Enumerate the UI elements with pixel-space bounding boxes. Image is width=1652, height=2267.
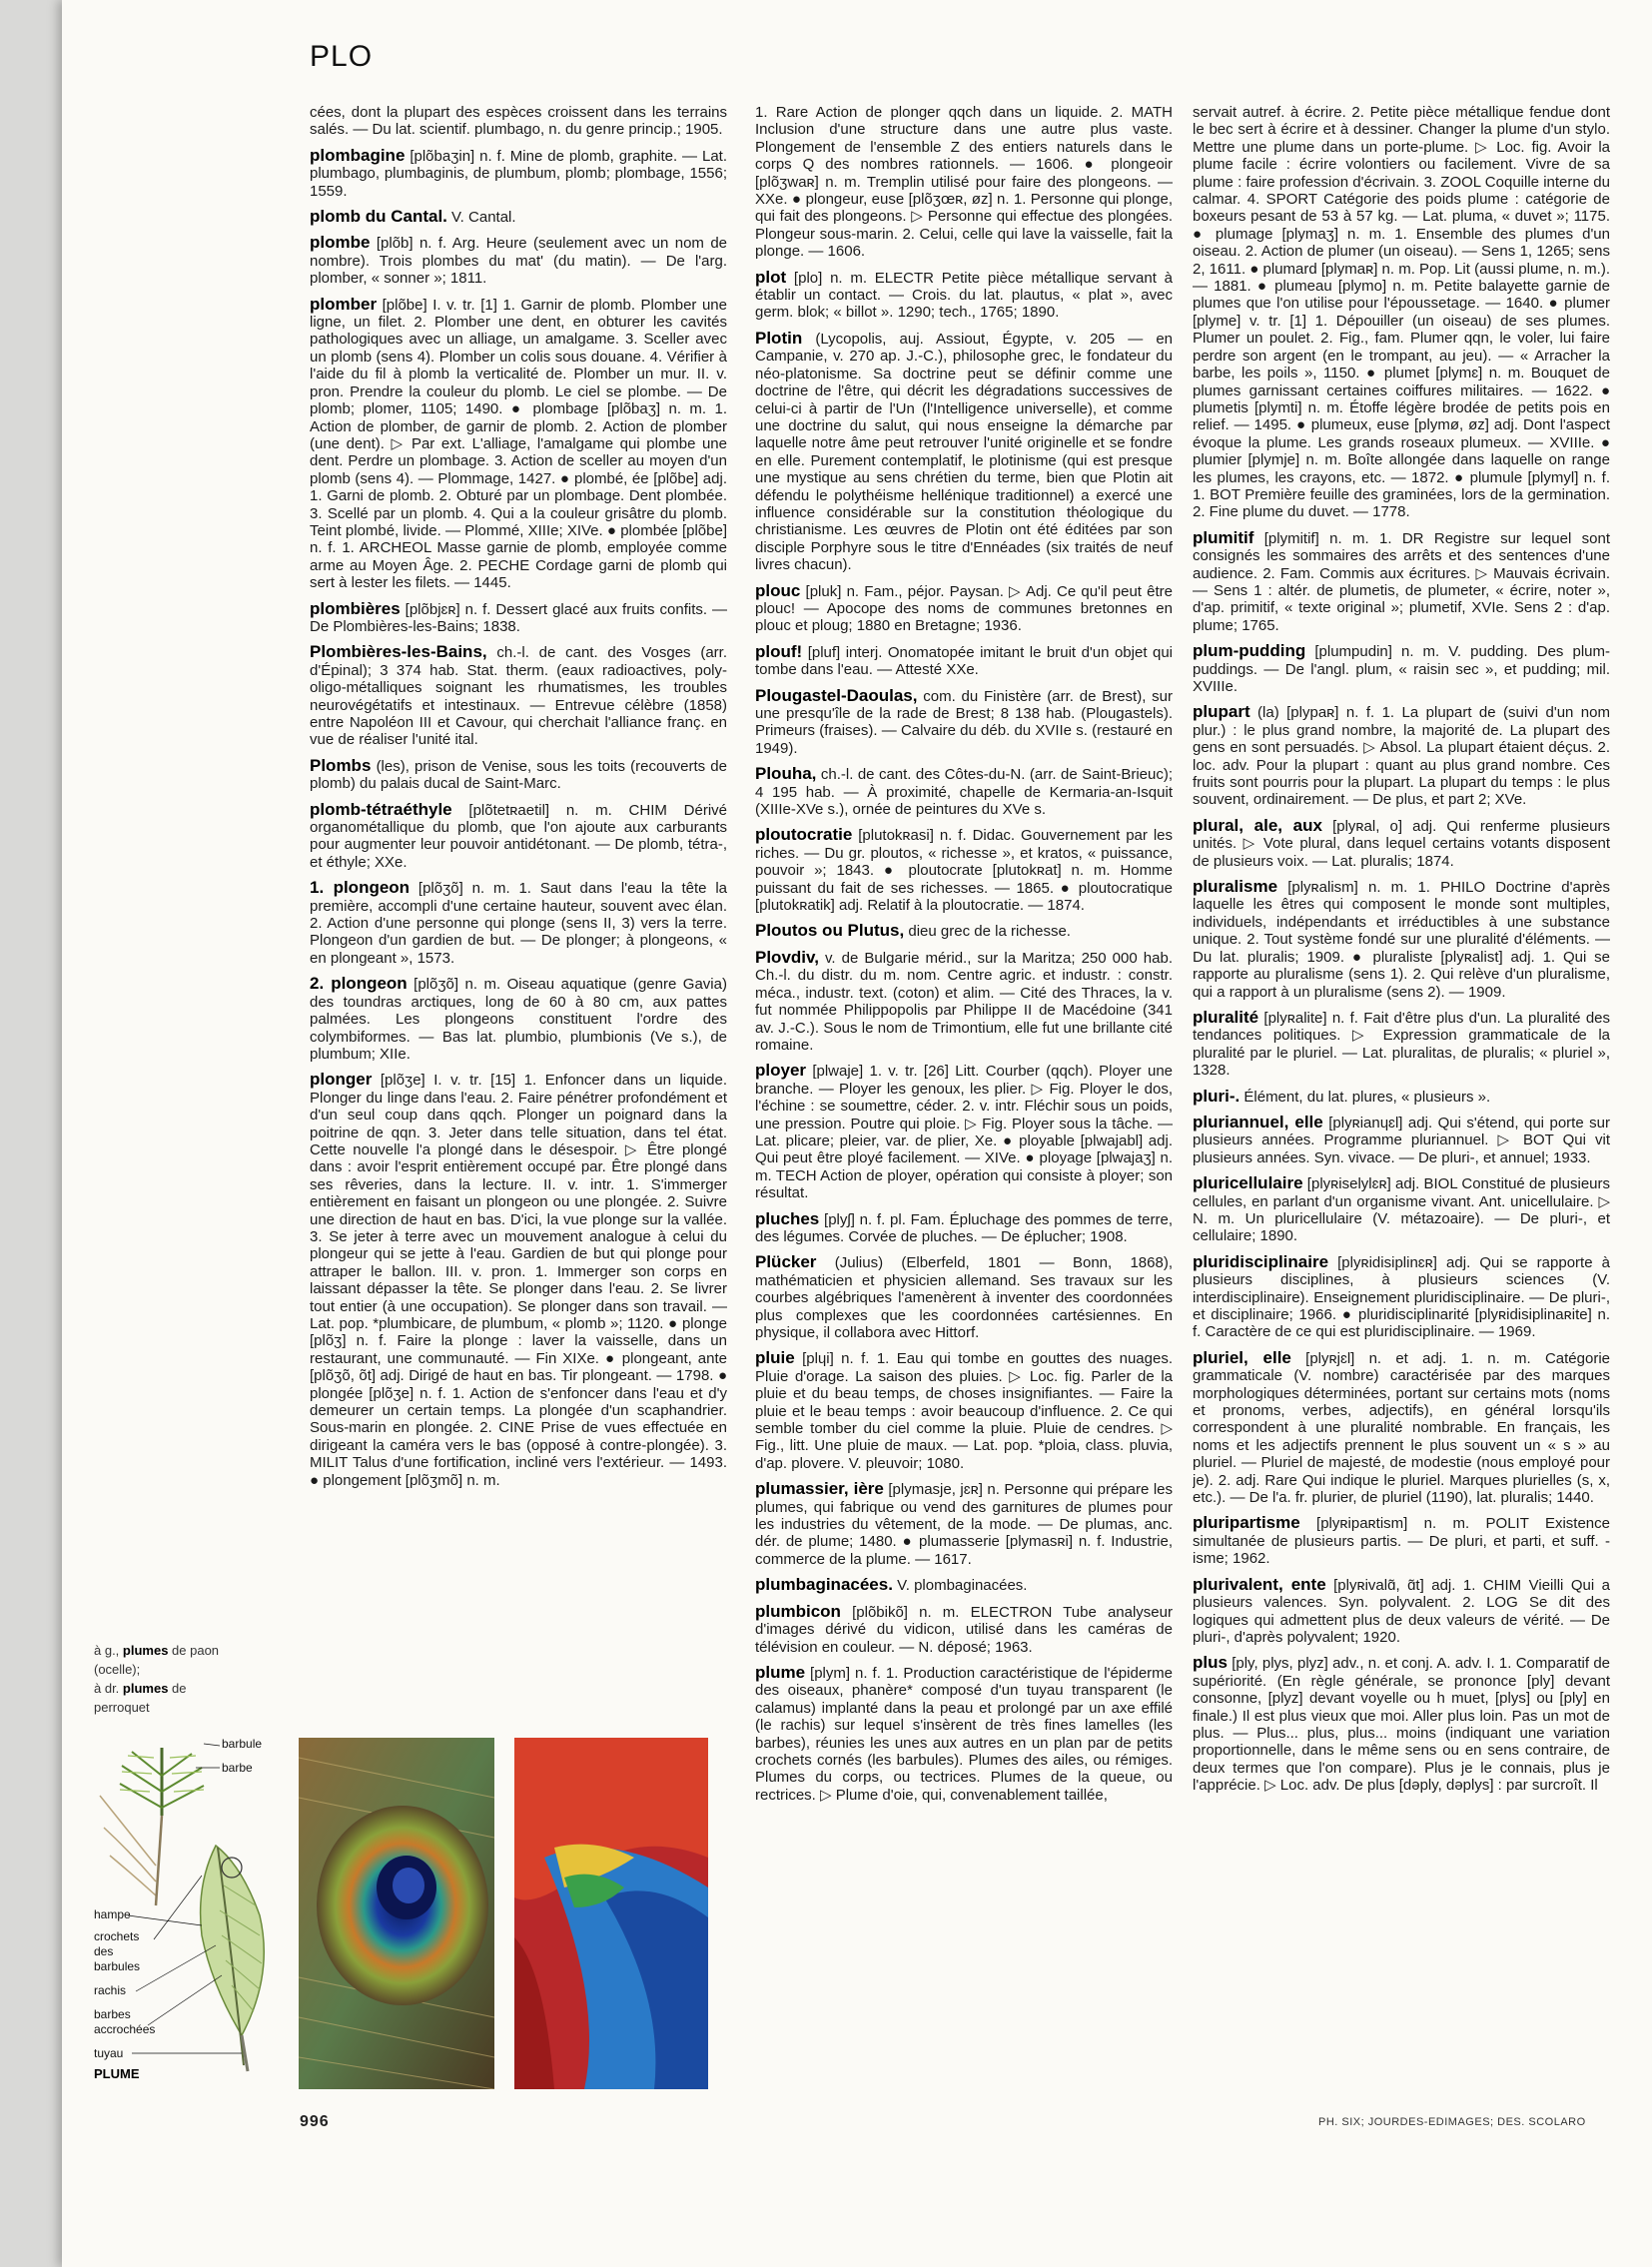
dictionary-entry [310, 975, 727, 1063]
dictionary-entry [755, 826, 1173, 914]
label-barbe: barbe [222, 1761, 253, 1775]
dictionary-entry [1193, 1114, 1610, 1166]
entry-headword: pluridisciplinaire [1193, 1251, 1329, 1271]
barbule-detail-drawing [100, 1748, 204, 1905]
entry-definition: [plyʀivalɑ̃, ɑ̃t] adj. 1. CHIM Vieilli Qui a plusieurs valences. Syn. polyvalent. 2. LOG Se dit des logiques qui admettent plus de deux valeurs de vérité. — De pluri-, d'après polyvalent; 1920. [1193, 1576, 1610, 1646]
column-2 [755, 104, 1173, 2101]
dictionary-entry [755, 922, 1173, 940]
entry-headword: pluriannuel, elle [1193, 1112, 1323, 1132]
dictionary-entry [755, 687, 1173, 758]
entry-definition: [plõʒe] I. v. tr. [15] 1. Enfoncer dans un liquide. Plonger du linge dans l'eau. 2. Faire pénétrer profondément et d'un seul coup dans qqch. Plonger un poignard dans la poitrine de qqn. 3. Jeter dans telle situation, dans tel état. Cette nouvelle l'a plongé dans le désespoir. ▷ Être plongé dans : avoir l'esprit entièrement occupé par. Être plongé dans ses rêveries, dans la lecture. II. v. intr. 1. S'immerger entièrement en faisant un plongeon ou une plongée. 2. Suivre une direction de haut en bas. D'ici, la vue plonge sur la vallée. 3. Se jeter à terre avec un mouvement analogue à celui du plongeur qui se jette à l'eau. Gardien de but qui plonge pour attraper le ballon. III. v. pron. 1. Immerger son corps en laissant dépasser la tête. Se plonger dans l'eau. 2. Se livrer tout entier (à une occupation). Se plonger dans son travail. — Lat. pop. *plumbicare, de plumbum, « plomb »; 1120. ● plonge [plõʒ] n. f. Faire la plonge : laver la vaisselle, dans un restaurant, une communauté. — Fin XIXe. ● plongeant, ante [plõʒõ, õt] adj. Dirigé de haut en bas. Tir plongeant. — 1798. ● plongée [plõʒe] n. f. 1. Action de s'enfoncer dans l'eau et d'y demeurer un certain temps. La plongée d'un scaphandrier. Sous-marin en plongée. 2. CINE Prise de vues effectuée en dirigeant la caméra vers le bas (opposé à contre-plongée). 3. MILIT Talus d'une fortification, incliné vers l'extérieur. — 1493. ● plongement [plõʒmõ] n. m. [310, 1072, 727, 1489]
feather-drawing [201, 1846, 265, 2071]
dictionary-entry [755, 269, 1173, 322]
entry-headword: plombagine [310, 145, 406, 165]
dictionary-entry [1193, 817, 1610, 870]
column-1 [310, 104, 727, 1710]
entry-definition: [pluf] interj. Onomatopée imitant le bruit d'un objet qui tombe dans l'eau. — Attesté XXe. [755, 643, 1173, 679]
entry-definition: [plõbikõ] n. m. ELECTRON Tube analyseur d'images dérivé du vidicon, utilisé dans les caméras de télévision en couleur. — N. déposé; 1963. [755, 1603, 1173, 1656]
entry-definition: [plõbjɛʀ] n. f. Dessert glacé aux fruits confits. — De Plombières-les-Bains; 1838. [310, 600, 727, 635]
entry-headword: Plotin [755, 328, 803, 348]
dictionary-page [62, 0, 1652, 2267]
entry-headword: ployer [755, 1061, 807, 1081]
entry-definition: [plyʃ] n. f. pl. Fam. Épluchage des pommes de terre, des légumes. Corvée de pluches. — De éplucher; 1908. [755, 1210, 1173, 1245]
entry-definition: v. de Bulgarie mérid., sur la Maritza; 250 000 hab. Ch.-l. du distr. du m. nom. Centre agric. et industr. : constr. méca., industr. text. (coton) et alim. — Cité des Thraces, la v. fut nommée Philippopolis par Philippe II de Macédoine (341 av. J.-C.). Sous le nom de Trimontium, elle fut une brillante cité romaine. [755, 949, 1173, 1054]
entry-headword: plurivalent, ente [1193, 1574, 1326, 1594]
label-barbules: barbules [94, 1959, 141, 1973]
entry-headword: pluralisme [1193, 877, 1278, 897]
dictionary-entry [1193, 1009, 1610, 1080]
peacock-feather-photo [299, 1738, 494, 2089]
entry-definition: cées, dont la plupart des espèces croissent dans les terrains salés. — Du lat. scientif. plumbago, n. du genre princip.; 1905. [310, 104, 727, 139]
dictionary-entry [1193, 1576, 1610, 1647]
entry-definition: [plõtetʀaetil] n. m. CHIM Dérivé organométallique du plomb, que l'on ajoute aux carburants pour augmenter leur pouvoir antidétonant. — De plomb, tétra-, et éthyle; XXe. [310, 801, 727, 871]
dictionary-entry [310, 1071, 727, 1489]
entry-headword: Plougastel-Daoulas, [755, 685, 918, 705]
entry-definition: [plyʀidisiplinɛʀ] adj. Qui se rapporte à plusieurs disciplines, à plusieurs sciences (V. interdisciplinaire). Enseignement pluridisciplinaire. — De pluri-, et disciplinaire; 1966. ● pluridisciplinarité [plyʀidisiplinaʀite] n. f. Caractère de ce qui est pluridisciplinaire. — 1969. [1193, 1253, 1610, 1341]
dictionary-entry [755, 1253, 1173, 1341]
entry-headword: 1. plongeon [310, 878, 411, 898]
entry-definition: [plõb] n. f. Arg. Heure (seulement avec un nom de nombre). Trois plombes du mat' (du matin). — De l'arg. plomber, « sonner »; 1811. [310, 235, 727, 288]
caption-term: plumes [122, 1681, 169, 1696]
label-barbes: barbes [94, 2007, 131, 2021]
entry-definition: ch.-l. de cant. des Côtes-du-N. (arr. de Saint-Brieuc); 4 195 hab. — À proximité, chapelle de Kermaria-an-Isquit (XIIIe-XVe s.), ornée de peintures du XVe s. [755, 766, 1173, 819]
dictionary-entry [1193, 1654, 1610, 1794]
dictionary-entry [310, 208, 727, 226]
dictionary-entry [755, 1062, 1173, 1201]
entry-headword: pluricellulaire [1193, 1173, 1303, 1193]
dictionary-entry [310, 147, 727, 200]
label-tuyau: tuyau [94, 2046, 124, 2060]
dictionary-entry [1193, 878, 1610, 1001]
entry-headword: pluie [755, 1348, 795, 1368]
entry-headword: pluches [755, 1208, 820, 1228]
entry-headword: plum-pudding [1193, 641, 1306, 661]
dictionary-entry [755, 1576, 1173, 1594]
dictionary-entry [755, 949, 1173, 1054]
parrot-feather-photo [514, 1738, 708, 2089]
dictionary-entry [755, 582, 1173, 635]
entry-definition: com. du Finistère (arr. de Brest), sur une presqu'île de la rade de Brest; 8 138 hab. (Plougastels). Primeurs (fraises). — Calvaire du déb. du XVIIe s. (restauré en 1949). [755, 687, 1173, 757]
entry-headword: pluripartisme [1193, 1513, 1300, 1533]
entry-definition: [plo] n. m. ELECTR Petite pièce métallique servant à établir un contact. — Crois. du lat. plautus, « plat », avec germ. blok; « billot ». 1290; tech., 1765; 1890. [755, 269, 1173, 322]
photo-credit: PH. SIX; JOURDES-EDIMAGES; DES. SCOLARO [1318, 2116, 1586, 2128]
entry-definition: [ply, plys, plyz] adv., n. et conj. A. adv. I. 1. Comparatif de supériorité. (En règle générale, se prononce [ply] devant consonne, [plyz] devant voyelle ou h muet, [plys] ou [ply] en finale.) Il est plus vieux que moi. Aller plus loin. Pas un mot de plus. — Plus... plus, plus... moins (indiquant une variation proportionnelle, dans le même sens ou en sens contraire, de deux termes que l'on compare). Plus je le connais, plus je l'apprécie. ▷ Loc. adv. De plus [dəply, dəplys] : par surcroît. Il [1193, 1655, 1610, 1795]
label-accrochees: accrochées [94, 2022, 156, 2036]
entry-definition: (la) [plypaʀ] n. f. 1. La plupart de (suivi d'un nom plur.) : le plus grand nombre, la majorité de. La plupart des gens en sont persuadés. ▷ Absol. La plupart étaient déçus. 2. loc. adv. Pour la plupart : quant au plus grand nombre. Ces fruits sont pourris pour la plupart. La plupart du temps : le plus souvent, ordinairement. — De plus, et part 2; XVe. [1193, 704, 1610, 809]
column-3 [1193, 104, 1610, 2101]
entry-definition: (Lycopolis, auj. Assiout, Égypte, v. 205 — en Campanie, v. 270 ap. J.-C.), philosophe grec, le fondateur du néo-platonisme. Sa doctrine peut se définir comme une doctrine de l'être, qui décrit les dégradations successives de celui-ci à partir de l'Un (l'Intelligence universelle), et comme une doctrine du salut, qui nous enseigne la démarche par laquelle notre âme peut retrouver l'unité originelle et se fondre en elle. Purement contemplatif, le plotinisme (qui est presque une mystique au sens chrétien du terme, bien que Plotin ait défendu le polythéisme hellénique traditionnel) a exercé une influence considérable sur la constitution théologique du christianisme. Les œuvres de Plotin ont été éditées par son disciple Porphyre sous le titre d'Ennéades (six traités de neuf livres chacun). [755, 330, 1173, 574]
entry-definition: (Julius) (Elberfeld, 1801 — Bonn, 1868), mathématicien et physicien allemand. Ses travaux sur les courbes algébriques l'amenèrent à inventer des coordonnées plus complexes que les coordonnées cartésiennes. En physique, il collabora avec Hittorf. [755, 1254, 1173, 1341]
dictionary-entry [755, 330, 1173, 574]
entry-definition: Élément, du lat. plures, « plusieurs ». [1239, 1088, 1491, 1106]
entry-definition: [plyʀjɛl] n. et adj. 1. n. m. Catégorie grammaticale (V. nombre) caractérisée par des marques morphologiques déterminées, portant sur certains mots (noms et pronoms, verbes, adjectifs), en général lorsqu'ils correspondent à une pluralité nombrable. En français, les noms et les adjectifs prennent le plus souvent un « s » au pluriel. — Pluriel de majesté, de modestie (nous employé pour je). 2. adj. Rare Qui indique le pluriel. Marques plurielles (s, x, etc.). — De l'a. fr. plurier, de pluriel (1190), lat. pluralis; 1440. [1193, 1349, 1610, 1507]
entry-headword: pluriel, elle [1193, 1347, 1291, 1367]
entry-definition: [plõbe] I. v. tr. [1] 1. Garnir de plomb. Plomber une ligne, un filet. 2. Plomber une dent, en obturer les cavités pathologiques avec un alliage, un amalgame. 3. Sceller avec un plomb (sens 4). Plomber un colis sous douane. 4. Vérifier à l'aide du fil à plomb la verticalité de. Plomber un mur. II. v. pron. Prendre la couleur du plomb. Le ciel se plombe. — De plomb; plomer, 1105; 1490. ● plombage [plõbaʒ] n. m. 1. Action de plomber, de garnir de plomb. 2. Action de plomber (une dent). ▷ Par ext. L'alliage, l'amalgame qui plombe une dent. Perdre un plombage. 3. Action de sceller au moyen d'un plomb (sens 4). — Plommage, 1427. ● plombé, ée [plõbe] adj. 1. Garni de plomb. 2. Obturé par un plombage. Dent plombée. 3. Scellé par un plomb. 4. Qui a la couleur grisâtre du plomb. Teint plombé, livide. — Plommé, XIIIe; XIVe. ● plombée [plõbe] n. f. 1. ARCHEOL Masse garnie de plomb, employée comme arme au Moyen Âge. 2. PECHE Cordage garni de plomb qui sert à lester les filets. — 1445. [310, 296, 727, 592]
dictionary-entry [755, 1349, 1173, 1472]
entry-definition: [plyʀalism] n. m. 1. PHILO Doctrine d'après laquelle les êtres qui composent le monde sont multiples, individuels, indépendants et irréductibles à une substance unique. 2. Tout système fondé sur une pluralité d'éléments. — Du lat. pluralis; 1909. ● pluraliste [plyʀalist] adj. 1. Qui se rapporte au pluralisme (sens 1). 2. Qui relève d'un pluralisme, qui a rapport à un pluralisme (sens 2). — 1909. [1193, 879, 1610, 1001]
feather-diagram [92, 1736, 304, 2087]
dictionary-entry [1193, 1514, 1610, 1567]
entry-headword: Plombières-les-Bains, [310, 642, 487, 662]
entry-headword: ploutocratie [755, 825, 853, 845]
entry-definition: [plutokʀasi] n. f. Didac. Gouvernement par les riches. — Du gr. ploutos, « richesse », et kratos, « puissance, pouvoir »; 1843. ● ploutocrate [plutokʀat] n. m. Homme puissant du fait de ses richesses. — 1865. ● ploutocratique [plutokʀatik] adj. Relatif à la ploutocratie. — 1874. [755, 827, 1173, 915]
caption-text: de paon (ocelle); [94, 1643, 220, 1677]
entry-headword: Plovdiv, [755, 947, 819, 967]
entry-definition: [pluk] n. Fam., péjor. Paysan. ▷ Adj. Ce qu'il peut être plouc! — Apocope des noms de communes bretonnes en plouc et ploug; 1880 en Bretagne; 1936. [755, 582, 1173, 635]
entry-headword: plumassier, ière [755, 1479, 884, 1499]
entry-headword: pluri-. [1193, 1086, 1240, 1106]
entry-headword: plomber [310, 294, 378, 314]
entry-definition: [plyʀiselylɛʀ] adj. BIOL Constitué de plusieurs cellules, en parlant d'un organisme vivant. Ant. unicellulaire. ▷ N. m. Un pluricellulaire (V. métazoaire). — De pluri-, et cellulaire; 1890. [1193, 1175, 1610, 1245]
entry-headword: Plouha, [755, 764, 817, 784]
entry-definition: [plyʀipaʀtism] n. m. POLIT Existence simultanée de plusieurs partis. — De pluri, et parti, et suff. -isme; 1962. [1193, 1515, 1610, 1568]
caption-term: plumes [122, 1643, 169, 1658]
entry-definition: servait autref. à écrire. 2. Petite pièce métallique fendue dont le bec sert à écrire et à dessiner. Changer la plume d'un stylo. Mettre une plume dans un porte-plume. ▷ Loc. fig. Avoir la plume facile : écrire volontiers ou facilement. Vivre de sa plume : faire profession d'écrivain. 3. ZOOL Coquille interne du calmar. 4. SPORT Catégorie des poids plume : catégorie de boxeurs pesant de 53 à 57 kg. — Lat. pluma, « duvet »; 1175. ● plumage [plymaʒ] n. m. 1. Ensemble des plumes d'un oiseau. 2. Action de plumer (un oiseau). — Sens 1, 1265; sens 2, 1611. ● plumard [plymaʀ] n. m. Pop. Lit (aussi plume, n. m.). — 1881. ● plumeau [plymo] n. m. Petite balayette garnie de plumes que l'on utilise pour l'époussetage. — 1640. ● plumer [plyme] v. tr. [1] 1. Dépouiller (un oiseau) de ses plumes. Plumer un poulet. 2. Fig., fam. Plumer qqn, le voler, lui faire perdre son argent (en le trompant, au jeu). — « Arracher la barbe, les poils », 1150. ● plumet [plymɛ] n. m. Bouquet de plumes garnissant certaines coiffures militaires. — 1622. ● plumetis [plymti] n. m. Étoffe légère brodée de petits pois en relief. — 1495. ● plumeux, euse [plymø, øz] adj. Dont l'aspect évoque la plume. Les grands roseaux plumeux. — XVIIIe. ● plumier [plymje] n. m. Boîte allongée dans laquelle on range les plumes, les crayons, etc. — 1872. ● plumule [plymyl] n. f. 1. BOT Première feuille des graminées, lors de la germination. 2. Fine plume du duvet. — 1778. [1193, 104, 1610, 521]
caption-text: à dr. [94, 1681, 123, 1696]
entry-headword: plot [755, 267, 787, 287]
label-crochets: crochets [94, 1929, 140, 1943]
entry-headword: plumbicon [755, 1601, 841, 1621]
page-number: 996 [300, 2113, 330, 2130]
dictionary-entry [755, 1603, 1173, 1656]
entry-headword: plouf! [755, 641, 803, 661]
label-plume: PLUME [94, 2066, 140, 2081]
entry-headword: plupart [1193, 702, 1250, 722]
entry-definition: [plyʀal, o] adj. Qui renferme plusieurs unités. ▷ Vote plural, dans lequel certains votants disposent de plusieurs voix. — Lat. pluralis; 1874. [1193, 817, 1610, 870]
entry-headword: 2. plongeon [310, 974, 408, 994]
entry-headword: plonger [310, 1070, 373, 1090]
label-rachis: rachis [94, 1983, 127, 1997]
entry-definition: [plyʀalite] n. f. Fait d'être plus d'un. La pluralité des tendances politiques. ▷ Expression grammaticale de la pluralité par le pluriel. — Lat. pluralitas, de pluralis; « pluriel », 1328. [1193, 1009, 1610, 1080]
entry-definition: [plwaje] 1. v. tr. [26] Litt. Courber (qqch). Ployer une branche. — Ployer les genoux, les plier. ▷ Fig. Ployer le dos, l'échine : se soumettre, céder. 2. v. intr. Fléchir sous un poids, une pression. Poutre qui ploie. ▷ Fig. Ployer sous la tâche. — Lat. plicare; pleier, var. de plier, Xe. ● ployable [plwajabl] adj. Qui peut être ployé facilement. — XIVe. ● ployage [plwajaʒ] n. m. TECH Action de ployer, opération qui consiste à ployer; son résultat. [755, 1063, 1173, 1202]
dictionary-entry [755, 1664, 1173, 1804]
entry-definition: [plymitif] n. m. 1. DR Registre sur lequel sont consignés les sommaires des arrêts et des sentences d'une audience. 2. Fam. Commis aux écritures. ▷ Mauvais écrivain. — Sens 1 : altér. de plumetis, de plumeter, « écrire, noter », d'ap. primitif, « texte original »; plumetif, XVIe. Sens 2 : d'ap. plume; 1765. [1193, 529, 1610, 634]
entry-headword: plus [1193, 1653, 1228, 1673]
dictionary-entry [1193, 1349, 1610, 1507]
entry-definition: ch.-l. de cant. des Vosges (arr. d'Épinal); 3 374 hab. Stat. therm. (eaux radioactives, poly-oligo-métalliques soignant les rhumatismes, les troubles neurovégétatifs et intestinaux. — Entrevue célèbre (1858) entre Napoléon III et Cavour, qui cherchait l'alliance franç. en vue de réaliser l'unité ital. [310, 644, 727, 749]
entry-definition: dieu grec de la richesse. [904, 923, 1071, 941]
entry-definition: [plõʒõ] n. m. Oiseau aquatique (genre Gavia) des toundras arctiques, long de 60 à 80 cm, aux pattes palmées. Les plongeons constituent l'ordre des colymbiformes. — Bas lat. plumbio, plumbionis (Ve s.), de plumbum; XIIe. [310, 976, 727, 1063]
entry-headword: plumbaginacées. [755, 1575, 893, 1595]
dictionary-entry [755, 104, 1173, 261]
illustration-caption [94, 1641, 244, 1717]
entry-headword: plomb du Cantal. [310, 207, 447, 227]
dictionary-entry [755, 765, 1173, 818]
dictionary-entry [310, 801, 727, 872]
dictionary-entry [1193, 642, 1610, 695]
entry-definition: [plymasje, jɛʀ] n. Personne qui prépare les plumes, qui fabrique ou vend des garnitures de plumes pour les industries du vêtement, de la mode. — De plumas, anc. dér. de plume; 1480. ● plumasserie [plymasʀi] n. f. Industrie, commerce de la plume. — 1617. [755, 1481, 1173, 1568]
entry-definition: [plumpudin] n. m. V. pudding. Des plum-puddings. — De l'angl. plum, « raisin sec », et pudding; mil. XVIIIe. [1193, 643, 1610, 695]
label-barbule: barbule [222, 1737, 263, 1751]
dictionary-entry [310, 296, 727, 592]
entry-headword: plural, ale, aux [1193, 815, 1322, 835]
dictionary-entry [310, 104, 727, 139]
dictionary-entry [310, 600, 727, 636]
dictionary-entry [755, 643, 1173, 679]
entry-headword: Plombs [310, 755, 372, 775]
entry-definition: [plõbaʒin] n. f. Mine de plomb, graphite. — Lat. plumbago, plumbaginis, de plumbum, plomb; plombage, 1556; 1559. [310, 147, 727, 200]
entry-headword: plomb-tétraéthyle [310, 799, 452, 819]
entry-definition: (les), prison de Venise, sous les toits (recouverts de plomb) du palais ducal de Saint-Marc. [310, 757, 727, 793]
entry-definition: [plyʀianɥɛl] adj. Qui s'étend, qui porte sur plusieurs années. Programme pluriannuel. ▷ BOT Qui vit plusieurs années. Syn. vivace. — De pluri-, et annuel; 1933. [1193, 1114, 1610, 1166]
entry-definition: 1. Rare Action de plonger qqch dans un liquide. 2. MATH Inclusion d'une structure dans une autre plus vaste. Plongement de l'ensemble Z des entiers naturels dans le corps Q des nombres rationnels. — 1606. ● plongeoir [plõʒwaʀ] n. m. Tremplin utilisé pour faire des plongeons. — XXe. ● plongeur, euse [plõʒœʀ, øz] n. 1. Personne qui plonge, qui fait des plongeons. ▷ Personne qui effectue des plongées. Plongeur sous-marin. 2. Celui, celle qui lave la vaisselle, fait la plonge. — 1606. [755, 104, 1173, 261]
dictionary-entry [1193, 1174, 1610, 1245]
caption-text: à g., [94, 1643, 123, 1658]
dictionary-entry [1193, 703, 1610, 808]
dictionary-entry [310, 757, 727, 793]
entry-headword: Plücker [755, 1252, 817, 1272]
entry-definition: [plym] n. f. 1. Production caractéristique de l'épiderme des oiseaux, phanère* composé d'un tuyau transparent (le calamus) implanté dans la peau et prolongé par un axe effilé (le rachis) sur lequel s'insèrent de très fines lamelles (les barbes), réunies les unes aux autres en un plan par de petits crochets cornés (les barbules). Plumes des ailes, ou rémiges. Plumes du corps, ou tectrices. Plumes de la queue, ou rectrices. ▷ Plume d'oie, qui, convenablement taillée, [755, 1664, 1173, 1804]
entry-headword: plombe [310, 233, 371, 253]
dictionary-entry [1193, 1088, 1610, 1106]
entry-definition: [plõʒõ] n. m. 1. Saut dans l'eau la tête la première, accompli d'une certaine hauteur, souvent avec élan. 2. Action d'une personne qui plonge (sens II, 3) vers la terre. Plongeon d'un gardien de but. — De plonger; à plongeons, « en plongeant », 1573. [310, 880, 727, 967]
running-head: PLO [310, 40, 374, 73]
entry-definition: [plɥi] n. f. 1. Eau qui tombe en gouttes des nuages. Pluie d'orage. La saison des pluies. ▷ Loc. fig. Parler de la pluie et du beau temps, de choses insignifiantes. — Faire la pluie et le beau temps : avoir beaucoup d'influence. 2. Ce qui semble tomber du ciel comme la pluie. Pluie de cendres. ▷ Fig., litt. Une pluie de maux. — Lat. pop. *ploia, class. pluvia, d'ap. plovere. V. pleuvoir; 1080. [755, 1350, 1173, 1472]
dictionary-entry [755, 1480, 1173, 1568]
entry-headword: plumitif [1193, 527, 1254, 547]
dictionary-entry [1193, 1253, 1610, 1341]
entry-headword: Ploutos ou Plutus, [755, 921, 905, 941]
entry-headword: plouc [755, 580, 801, 600]
caption-text: de perroquet [94, 1681, 187, 1715]
entry-headword: pluralité [1193, 1007, 1259, 1027]
label-des: des [94, 1944, 114, 1958]
dictionary-entry [755, 1210, 1173, 1246]
entry-definition: V. plombaginacées. [892, 1577, 1028, 1595]
dictionary-entry [310, 643, 727, 748]
entry-headword: plombières [310, 598, 401, 618]
dictionary-entry [310, 879, 727, 967]
dictionary-entry [310, 234, 727, 287]
dictionary-entry [1193, 529, 1610, 634]
label-hampe: hampe [94, 1907, 131, 1921]
dictionary-entry [1193, 104, 1610, 521]
entry-definition: V. Cantal. [446, 209, 516, 227]
entry-headword: plume [755, 1662, 806, 1682]
